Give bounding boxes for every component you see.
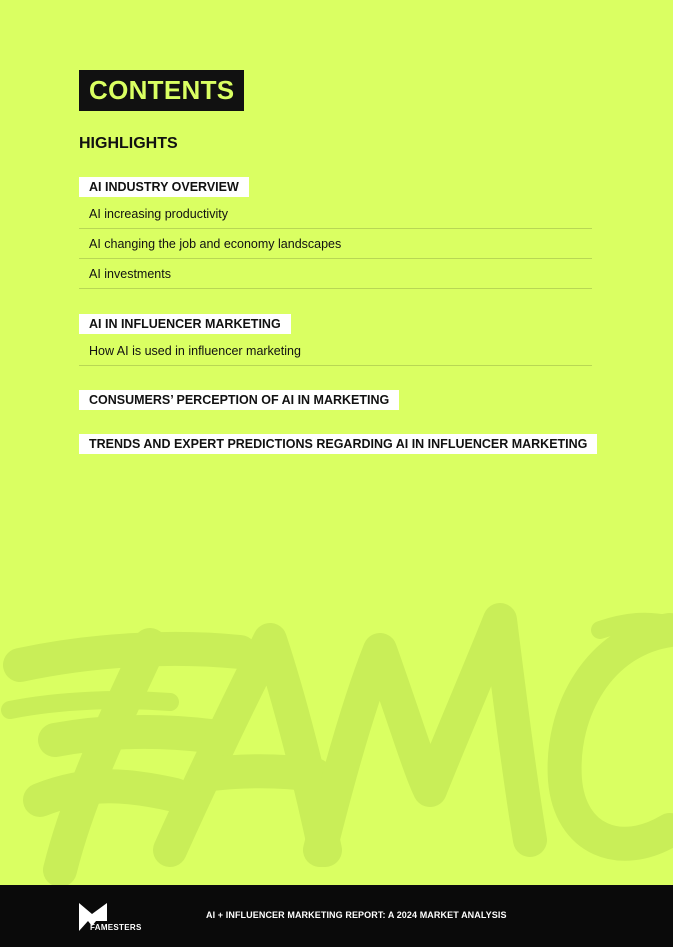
footer-bar [0, 885, 673, 947]
section-trends-predictions [79, 434, 592, 454]
highlights-heading[interactable]: HIGHLIGHTS [79, 135, 178, 152]
report-title: AI + INFLUENCER MARKETING REPORT: A 2024 MARKET ANALYSIS [206, 910, 507, 920]
section-label-ai-in-influencer-marketing[interactable]: AI IN INFLUENCER MARKETING [79, 314, 291, 334]
section-ai-industry-overview [79, 177, 592, 289]
fame-script-watermark [0, 590, 673, 890]
section-ai-in-influencer-marketing [79, 314, 592, 366]
section-label-trends-predictions[interactable]: TRENDS AND EXPERT PREDICTIONS REGARDING AI IN INFLUENCER MARKETING [79, 434, 597, 454]
toc-list-ai-industry [79, 199, 592, 289]
toc-item-how-ai-used[interactable]: How AI is used in influencer marketing [79, 336, 592, 366]
brand-name: FAMESTERS [90, 923, 142, 932]
toc-item-ai-increasing-productivity[interactable]: AI increasing productivity [79, 199, 592, 229]
contents-title: CONTENTS [79, 70, 244, 111]
toc-item-ai-investments[interactable]: AI investments [79, 259, 592, 289]
section-label-ai-industry-overview[interactable]: AI INDUSTRY OVERVIEW [79, 177, 249, 197]
section-consumers-perception [79, 390, 592, 410]
toc-list-ai-influencer [79, 336, 592, 366]
section-label-consumers-perception[interactable]: CONSUMERS’ PERCEPTION OF AI IN MARKETING [79, 390, 399, 410]
toc-item-ai-job-economy[interactable]: AI changing the job and economy landscapes [79, 229, 592, 259]
